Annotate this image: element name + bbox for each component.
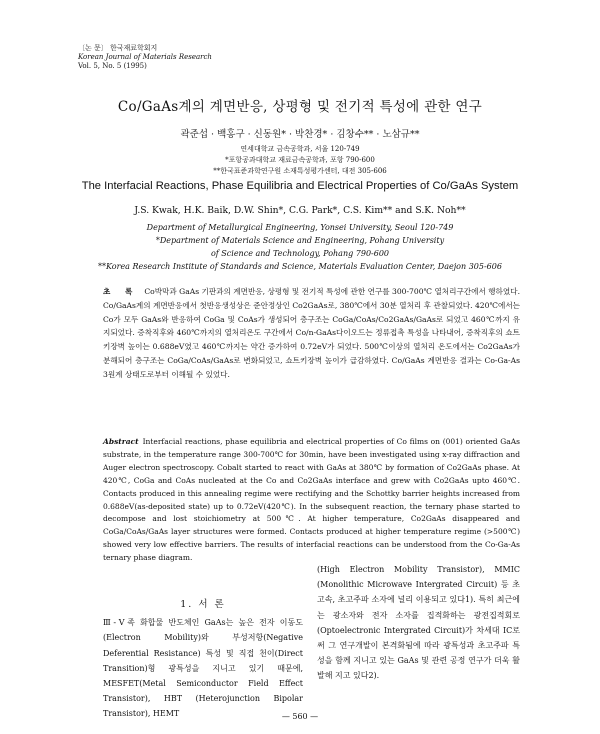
abstract-ko-label: 초 록 xyxy=(103,287,139,296)
introduction-text-right: (High Electron Mobility Transistor), MMIC (Monolithic Microwave Intergrated Circuit) 등 초고속, 초고주파 소자에 널리 이용되고 있다1). 특히 최근에는 광소자와 전자 소자를 집적화하는 광전집적회로(Optoelectronic Intergrated Circuit)가 차세대 IC로써 그 연구개발이 본격화됨에 따라 광특성과 초고주파 특성을 함께 지니고 있는 GaAs 및 관련 공정 연구가 더욱 활발해 지고 있다2). xyxy=(317,565,520,681)
page-number: — 560 — xyxy=(281,712,319,721)
affiliation-en-4: **Korea Research Institute of Standards and Science, Materials Evaluation Center, Daejon 305-606 xyxy=(98,262,502,271)
abstract-ko-text: Co박막과 GaAs 기판과의 계면반응, 상평형 및 전기적 특성에 관한 연구를 300-700℃ 열처리구간에서 행하였다. Co/GaAs계의 계면반응에서 첫반응생성상은 준안정상인 Co2GaAs로, 380℃에서 30분 열처리 후 관찰되었다. 420℃에서는 Co가 모두 GaAs와 반응하여 CoGa 및 CoAs가 생성되어 층구조는 CoGa/CoAs/Co2GaAs/GaAs로 되었고 460℃까지 유지되었다. 증착직후와 460℃까지의 열처리온도 구간에서 Co/n-GaAs다이오드는 정류접촉 특성을 나타내어, 증착직후의 쇼트키장벽 높이는 0.688eV였고 460℃까지는 약간 증가하여 0.72eV가 되었다. 500℃이상의 열처리 온도에서는 Co2GaAs가 분해되어 층구조는 CoGa/CoAs/GaAs로 변화되었고, 쇼트키장벽 높이가 급감하였다. Co/GaAs 계면반응 결과는 Co-Ga-As 3원계 상태도로부터 이해될 수 있었다. xyxy=(103,287,520,379)
affiliations-ko xyxy=(0,144,600,177)
journal-name-ko: 〔논 문〕 한국재료학회지 xyxy=(78,44,158,52)
affiliation-ko-3: **한국표준과학연구원 소재특성평가센터, 대전 305-606 xyxy=(213,167,387,175)
authors-en: J.S. Kwak, H.K. Baik, D.W. Shin*, C.G. Park*, C.S. Kim** and S.K. Noh** xyxy=(134,205,466,216)
affiliation-en-3: of Science and Technology, Pohang 790-600 xyxy=(210,249,389,258)
affiliation-ko-2: *포항공과대학교 재료금속공학과, 포항 790-600 xyxy=(225,156,375,164)
introduction-text-left: Ⅲ-Ⅴ족 화합물 반도체인 GaAs는 높은 전자 이동도(Electron Mobility)와 부성저항(Negative Deferential Resistance) 특성 및 직접 천이(Direct Transition)형 광특성을 지니고 있기 때문에, MESFET(Metal Semiconductor Field Effect Transistor), HBT (Heterojunction Bipolar Transistor), HEMT xyxy=(103,618,303,719)
affiliation-en-2: *Department of Materials Science and Engineering, Pohang University xyxy=(155,236,445,245)
authors-ko: 곽준섭 · 백홍구 · 신동원* · 박찬경* · 김창수** · 노삼규** xyxy=(180,129,420,140)
body-column-left xyxy=(103,597,303,722)
affiliations-en xyxy=(0,221,600,273)
paper-title-ko: Co/GaAs계의 계면반응, 상평형 및 전기적 특성에 관한 연구 xyxy=(117,99,483,115)
section-heading-introduction: 1. 서 론 xyxy=(180,599,226,610)
paper-title-en: The Interfacial Reactions, Phase Equilibria and Electrical Properties of Co/GaAs System xyxy=(81,180,519,192)
journal-volume: Vol. 5, No. 5 (1995) xyxy=(78,62,147,70)
affiliation-ko-1: 연세대학교 금속공학과, 서울 120-749 xyxy=(240,145,360,153)
abstract-en-label: Abstract xyxy=(103,437,139,446)
body-column-right xyxy=(317,562,520,684)
abstract-en xyxy=(103,436,520,565)
affiliation-en-1: Department of Metallurgical Engineering, Yonsei University, Seoul 120-749 xyxy=(146,223,454,232)
abstract-ko xyxy=(103,285,520,382)
abstract-en-text: Interfacial reactions, phase equilibria and electrical properties of Co films on (001) oriented GaAs substrate, in the temperature range 300-700℃ for 30min, have been investigated using x-ray diffraction and Auger electron spectroscopy. Cobalt started to react with GaAs at 380℃ by formation of Co2GaAs phase. At 420℃, CoGa and CoAs nucleated at the Co and Co2GaAs interface and grew with Co2GaAs upto 460℃. Contacts produced in this annealing regime were rectifying and the Schottky barrier heights increased from 0.688eV(as-deposited state) up to 0.72eV(420℃). In the subsequent reaction, the ternary phase started to decompose and lost stoichiometry at 500℃. At higher temperature, Co2GaAs disappeared and CoGa/CoAs/GaAs layer structures were formed. Contacts produced at higher temperature regime (>500℃) showed very low effective barriers. The results of interfacial reactions can be understood from the Co-Ga-As ternary phase diagram. xyxy=(103,437,520,563)
journal-name-en: Korean Journal of Materials Research xyxy=(78,53,212,61)
journal-header xyxy=(78,44,212,71)
